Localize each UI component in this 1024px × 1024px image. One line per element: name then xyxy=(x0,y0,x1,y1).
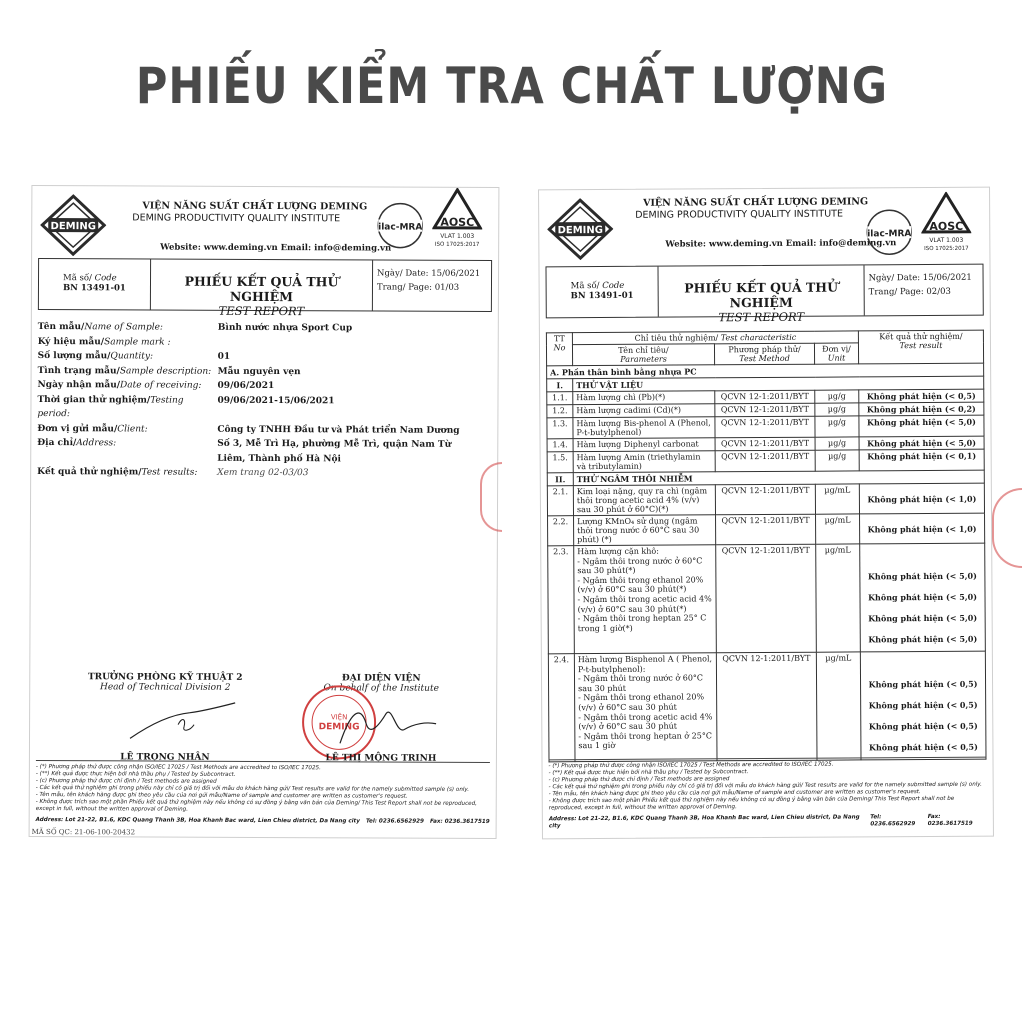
iso-text: ISO 17025:2017 xyxy=(434,241,480,248)
table-row: 2.2. Lượng KMnO₄ sử dụng (ngâm thôi trong nước ở 60°C sau 30 phút) (*) QCVN 12-1:2011/BYT µg/mL Không phát hiện (< 1,0) xyxy=(548,513,985,546)
institute-website: Website: www.deming.vn Email: info@deming.vn xyxy=(160,242,392,254)
ilac-text: ilac-MRA xyxy=(867,229,912,240)
report-date: 15/06/2021 xyxy=(922,272,972,284)
sample-info-row: Tình trạng mẫu/Sample description: Mẫu nguyên vẹn xyxy=(37,365,301,377)
report-code: BN 13491-01 xyxy=(62,283,126,294)
logo-text: DEMING xyxy=(50,221,96,233)
institute-name-vn: VIỆN NĂNG SUẤT CHẤT LƯỢNG DEMING xyxy=(142,200,368,213)
vlat-text: VLAT 1.003 xyxy=(929,236,964,244)
signature-right: ĐẠI DIỆN VIỆN On behalf of the Institute xyxy=(323,673,439,694)
report-title-en: TEST REPORT xyxy=(218,303,305,319)
report-date-cell: Ngày/ Date: 15/06/2021 Trang/ Page: 01/03 xyxy=(376,268,481,293)
aosc-logo-icon xyxy=(921,192,971,258)
report-letterhead xyxy=(539,188,989,265)
table-row: 1.5. Hàm lượng Amin (triethylamin và tributylamin) QCVN 12-1:2011/BYT µg/g Không phát hiện (< 0,1) xyxy=(547,449,984,473)
signature-scribble-left-icon xyxy=(120,694,240,745)
report-code-cell: Mã số/ Code BN 13491-01 xyxy=(546,267,658,318)
table-row: 1.4. Hàm lượng Diphenyl carbonat QCVN 12-1:2011/BYT µg/g Không phát hiện (< 5,0) xyxy=(547,436,984,452)
table-section-row: I. THỬ VẬT LIỆU xyxy=(547,376,984,392)
ilac-mra-icon xyxy=(376,201,424,249)
institute-name-vn: VIỆN NĂNG SUẤT CHẤT LƯỢNG DEMING xyxy=(643,196,869,209)
table-row: 2.1. Kim loại nặng, quy ra chì (ngâm thôi trong acetic acid 4% (v/v) sau 30 phút ở 60°C)(*) QCVN 12-1:2011/BYT µg/mL Không phát hiện (< 1,0) xyxy=(547,483,984,516)
sample-info-row: Ngày nhận mẫu/Date of receiving: 09/06/2021 xyxy=(37,380,275,392)
deming-logo-icon xyxy=(40,194,106,256)
report-footnotes: - (*) Phương pháp thử được công nhận ISO/IEC 17025 / Test Methods are accredited to ISO/IEC 17025. - (**) Kết quả được thực hiện bởi nhà thầu phụ / Tested by Subcontract. - (c) Phương pháp thử được chỉ định / Test methods are assigned - Các kết quả thử nghiệm ghi trong phiếu này chỉ có giá trị đối với mẫu do khách hàng gửi/ Test results are valid for the namely submitted sample (s) only. - Tên mẫu, tên khách hàng được ghi theo yêu cầu của nơi gửi mẫu/Name of sample and customer are written as customer's request. - Không được trích sao một phần Phiếu kết quả thử nghiệm này nếu không có sự đồng ý bằng văn bản của Deming/ This Test Report shall not be reproduced, except in full, without the written approval of Deming. Address: Lot 21-22, B1.6, KDC Quang Thanh 3B, Hoa Khanh Bac ward, Lien Chieu district, Da Nang city Tel: 0236.6562929 Fax: 0236.3617519 xyxy=(36,760,490,826)
ilac-mra-icon xyxy=(865,208,913,256)
report-title-cell xyxy=(151,260,373,319)
test-results-table xyxy=(546,330,987,763)
institute-website: Website: www.deming.vn Email: info@deming.vn xyxy=(665,238,897,250)
aosc-logo-icon xyxy=(432,188,482,254)
table-row: 1.2. Hàm lượng cadimi (Cd)(*) QCVN 12-1:2011/BYT µg/g Không phát hiện (< 0,2) xyxy=(547,402,984,418)
aosc-text: AOSC xyxy=(929,219,964,233)
sample-info-row: Thời gian thử nghiệm/Testing period: 09/06/2021-15/06/2021 xyxy=(37,394,335,420)
signature-block xyxy=(60,672,466,764)
sample-info-row: Kết quả thử nghiệm/Test results: Xem trang 02-03/03 xyxy=(37,467,309,479)
table-section-row: II. THỬ NGÂM THÔI NHIỄM xyxy=(547,470,984,486)
table-header-row: Tên chỉ tiêu/ Parameters Phương pháp thử/ Test Method Đơn vị/ Unit xyxy=(546,342,983,366)
signer-left-name: LÊ TRỌNG NHÂN xyxy=(120,752,210,763)
deming-logo-icon xyxy=(547,198,613,260)
report-code-cell: Mã số/ Code BN 13491-01 xyxy=(39,259,151,309)
ilac-text: ilac-MRA xyxy=(378,222,423,233)
table-row: 1.1. Hàm lượng chì (Pb)(*) QCVN 12-1:2011/BYT µg/g Không phát hiện (< 0,5) xyxy=(547,389,984,405)
vlat-text: VLAT 1.003 xyxy=(440,232,475,240)
institute-name-en: DEMING PRODUCTIVITY QUALITY INSTITUTE xyxy=(635,208,844,221)
svg-text:DEMING: DEMING xyxy=(318,722,360,733)
sample-info-row: Tên mẫu/Name of Sample: Bình nước nhựa Sport Cup xyxy=(37,322,353,334)
logo-text: DEMING xyxy=(557,224,604,237)
iso-text: ISO 17025:2017 xyxy=(924,245,969,253)
signature-left: TRƯỞNG PHÒNG KỸ THUẬT 2 Head of Technical Division 2 xyxy=(87,672,243,693)
page-banner-title: PHIẾU KIỂM TRA CHẤT LƯỢNG xyxy=(135,58,889,116)
institute-name-en: DEMING PRODUCTIVITY QUALITY INSTITUTE xyxy=(132,212,341,225)
test-report-page-1 xyxy=(29,185,500,839)
sample-info-row: Đơn vị gửi mẫu/Client: Công ty TNHH Đầu tư và Phát triển Nam Dương xyxy=(37,423,460,436)
signer-right-name: LÊ THỊ MỘNG TRINH xyxy=(325,753,437,764)
table-row: 2.4. Hàm lượng Bisphenol A ( Phenol, P-t-butylphenol): - Ngâm thôi trong nước ở 60°C sau 30 phút - Ngâm thôi trong ethanol 20% (v/v) ở 60°C sau 30 phút - Ngâm thôi trong acetic acid 4% (v/v) ở 60°C sau 30 phút - Ngâm thôi trong heptan ở 25°C sau 1 giờ QCVN 12-1:2011/BYT µg/mL Không phát hiện (< 0,5) Không phát hiện (< 0,5) Không phát hiện (< 0,5) Không phát hiện (< 0,5) xyxy=(548,651,986,762)
test-report-page-2 xyxy=(538,187,994,840)
sample-info-row: Địa chỉ/Address: Số 3, Mễ Trì Hạ, phường Mễ Trì, quận Nam Từ Liêm, Thành phố Hà Nội xyxy=(37,438,452,464)
report-date-cell: Ngày/ Date: 15/06/2021 Trang/ Page: 02/03 xyxy=(868,272,972,298)
report-title-vn: PHIẾU KẾT QUẢ THỬ NGHIỆM xyxy=(684,279,839,311)
table-section-row: A. Phần thân bình bằng nhựa PC xyxy=(547,363,984,379)
institute-address: Address: Lot 21-22, B1.6, KDC Quang Thanh 3B, Hoa Khanh Bac ward, Lien Chieu district, Da Nang city Tel: 0236.6562929 Fax: 0236.3617519 xyxy=(548,813,973,830)
footer-code: MÃ SỐ QC: 21-06-100-20432 xyxy=(31,827,136,837)
report-header-box xyxy=(545,264,983,325)
edge-seal-fragment-icon xyxy=(992,488,1022,568)
report-footnotes: - (*) Phương pháp thử được công nhận ISO/IEC 17025 / Test Methods are accredited to ISO/IEC 17025. - (**) Kết quả được thực hiện bởi nhà thầu phụ / Tested by Subcontract. - (c) Phương pháp thử được chỉ định / Test methods are assigned - Các kết quả thử nghiệm ghi trong phiếu này chỉ có giá trị đối với mẫu do khách hàng gửi/ Test results are valid for the namely submitted sample (s) only. - Tên mẫu, tên khách hàng được ghi theo yêu cầu của nơi gửi mẫu/Name of sample and customer are written as customer's request. - Không được trích sao một phần Phiếu kết quả thử nghiệm này nếu không có sự đồng ý bằng văn bản của Deming/ This Test Report shall not be reproduced, except in full, without the written approval of Deming. Address: Lot 21-22, B1.6, KDC Quang Thanh 3B, Hoa Khanh Bac ward, Lien Chieu district, Da Nang city Tel: 0236.6562929 Fax: 0236.3617519 xyxy=(549,757,987,831)
report-letterhead xyxy=(32,186,498,262)
report-title-cell xyxy=(658,265,864,325)
report-code: BN 13491-01 xyxy=(570,290,634,302)
table-row: 2.3. Hàm lượng cặn khô: - Ngâm thôi trong nước ở 60°C sau 30 phút(*) - Ngâm thôi trong ethanol 20% (v/v) ở 60°C sau 30 phút(*) - Ngâm thôi trong acetic acid 4% (v/v) ở 60°C sau 30 phút(*) - Ngâm thôi trong heptan 25° C trong 1 giờ(*) QCVN 12-1:2011/BYT µg/mL Không phát hiện (< 5,0) Không phát hiện (< 5,0) Không phát hiện (< 5,0) Không phát hiện (< 5,0) xyxy=(548,543,986,654)
svg-text:VIỆN: VIỆN xyxy=(330,713,348,722)
edge-seal-fragment-icon xyxy=(480,462,502,532)
table-row: 1.3. Hàm lượng Bis-phenol A (Phenol, P-t-butylphenol) QCVN 12-1:2011/BYT µg/g Không phát hiện (< 5,0) xyxy=(547,415,984,439)
sample-info-row: Số lượng mẫu/Quantity: 01 xyxy=(37,351,231,362)
report-page: 02/03 xyxy=(926,286,951,298)
report-header-box xyxy=(38,258,492,319)
report-date: 15/06/2021 xyxy=(431,268,481,279)
report-title-vn: PHIẾU KẾT QUẢ THỬ NGHIỆM xyxy=(184,273,339,305)
sample-info-row: Ký hiệu mẫu/Sample mark : xyxy=(37,336,171,348)
report-title-en: TEST REPORT xyxy=(718,309,805,325)
report-page: 01/03 xyxy=(434,282,460,293)
aosc-text: AOSC xyxy=(440,215,475,229)
institute-address: Address: Lot 21-22, B1.6, KDC Quang Thanh 3B, Hoa Khanh Bac ward, Lien Chieu district, Da Nang city Tel: 0236.6562929 Fax: 0236.3617519 xyxy=(35,817,490,825)
table-header-row: TT No Chỉ tiêu thử nghiệm/ Test characteristic Kết quả thử nghiệm/ Test result xyxy=(546,330,983,345)
signature-scribble-right-icon xyxy=(330,693,440,753)
sample-info-list xyxy=(37,320,468,481)
